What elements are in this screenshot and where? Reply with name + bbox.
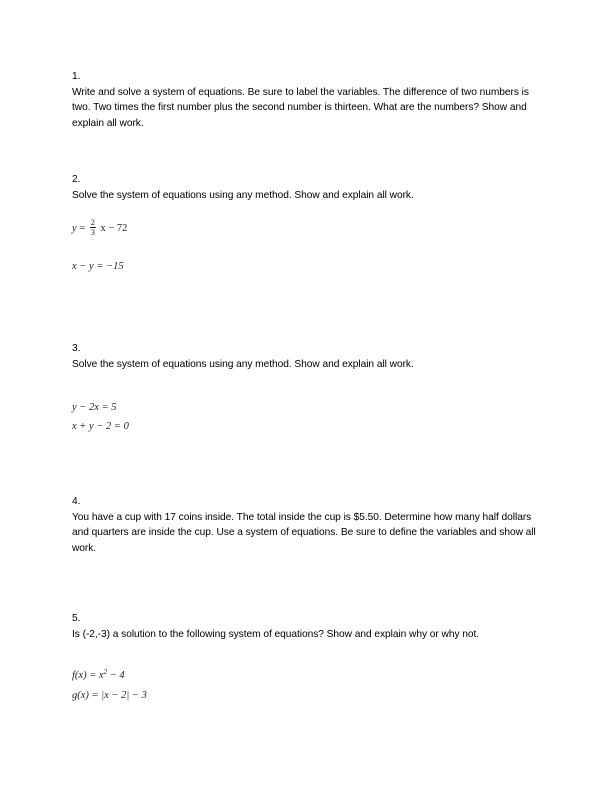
equation-equals: = [79,222,86,234]
question-3-equation-1: y − 2x = 5 [72,402,117,413]
question-3-number: 3. [72,343,81,354]
question-5-number: 5. [72,613,81,624]
question-4-number: 4. [72,496,81,507]
equation-rest: x − 72 [100,222,128,234]
question-4 [72,494,544,556]
question-5-equation-2: g(x) = |x − 2| − 3 [72,690,147,701]
question-4-text: You have a cup with 17 coins inside. The total inside the cup is $5.50. Determine how many half dollars and quarters are inside the cup. Use a system of equations. Be sure to define the variables and show all work. [72,511,536,554]
question-5-text: Is (-2,-3) a solution to the following system of equations? Show and explain why or why not. [72,628,480,640]
question-3-text: Solve the system of equations using any method. Show and explain all work. [72,358,414,370]
question-2-number: 2. [72,174,81,185]
question-1 [72,69,544,131]
equation-exponent: 2 [103,668,108,676]
fraction-numerator: 2 [90,218,95,227]
question-3-equation-2: x + y − 2 = 0 [72,421,129,432]
question-2-equation-2: x − y = −15 [72,261,124,272]
fraction-denominator: 3 [90,228,95,237]
equation-lhs: y [72,222,77,234]
question-2-text: Solve the system of equations using any method. Show and explain all work. [72,189,414,201]
equation-lhs: f(x) = x [72,670,104,681]
question-5 [72,611,544,642]
question-3 [72,341,544,372]
question-1-text: Write and solve a system of equations. Be sure to label the variables. The difference of two numbers is two. Two times the first number plus the second number is thirteen. What are the numbers? Show and explain all work. [72,86,529,129]
question-2 [72,172,544,203]
fraction [90,218,96,237]
question-5-equation-1 [72,670,125,681]
equation-rest: − 4 [107,670,125,681]
question-2-equation-1 [72,219,127,238]
question-1-number: 1. [72,71,81,82]
